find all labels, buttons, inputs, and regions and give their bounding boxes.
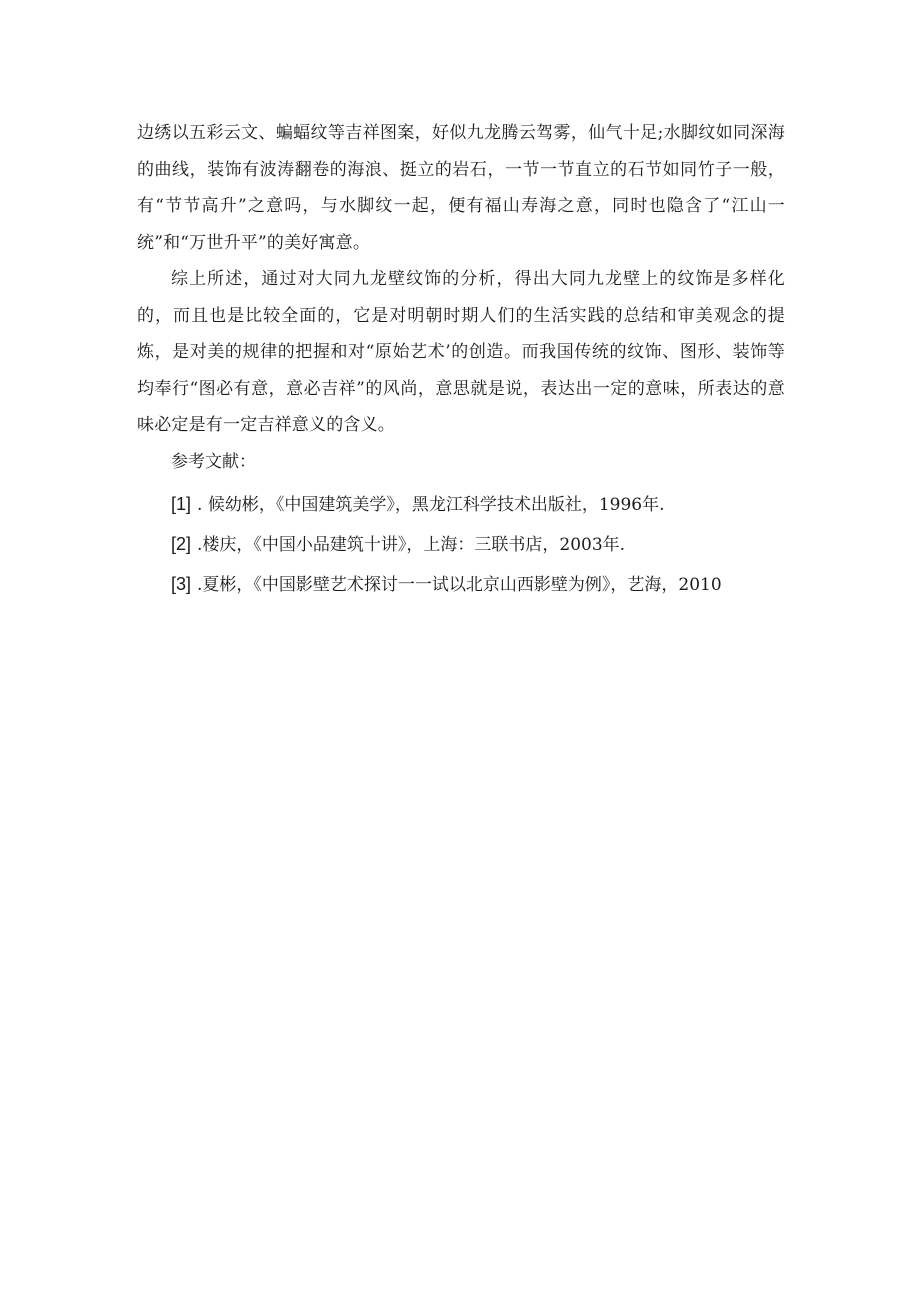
reference-number: [2]	[171, 534, 192, 554]
reference-text: .夏彬，《中国影壁艺术探讨一一试以北京山西影壁为例》，艺海，2010	[197, 575, 722, 595]
references-list	[137, 485, 785, 605]
reference-item	[137, 525, 785, 565]
reference-text: . 候幼彬，《中国建筑美学》，黑龙江科学技术出版社，1996年.	[197, 495, 665, 515]
reference-item	[137, 485, 785, 525]
body-paragraph-2: 综上所述，通过对大同九龙壁纹饰的分析，得出大同九龙壁上的纹饰是多样化的，而且也是比较全面的，它是对明朝时期人们的生活实践的总结和审美观念的提炼，是对美的规律的把握和对“原始艺术’的创造。而我国传统的纹饰、图形、装饰等均奉行“图必有意，意必吉祥”的风尚，意思就是说，表达出一定的意味，所表达的意味必定是有一定吉祥意义的含义。	[137, 269, 785, 435]
reference-number: [3]	[171, 574, 192, 594]
reference-item	[137, 565, 785, 605]
document-page	[137, 115, 785, 605]
reference-text: .楼庆，《中国小品建筑十讲》，上海：三联书店，2003年.	[197, 535, 626, 555]
body-paragraph-1: 边绣以五彩云文、蝙蝠纹等吉祥图案，好似九龙腾云驾雾，仙气十足;水脚纹如同深海的曲线，装饰有波涛翻卷的海浪、挺立的岩石，一节一节直立的石节如同竹子一般，有“节节高升”之意吗，与水脚纹一起，便有福山寿海之意，同时也隐含了“江山一统”和“万世升平”的美好寓意。	[137, 123, 785, 253]
reference-number: [1]	[171, 494, 192, 514]
references-heading: 参考文献：	[171, 451, 256, 472]
